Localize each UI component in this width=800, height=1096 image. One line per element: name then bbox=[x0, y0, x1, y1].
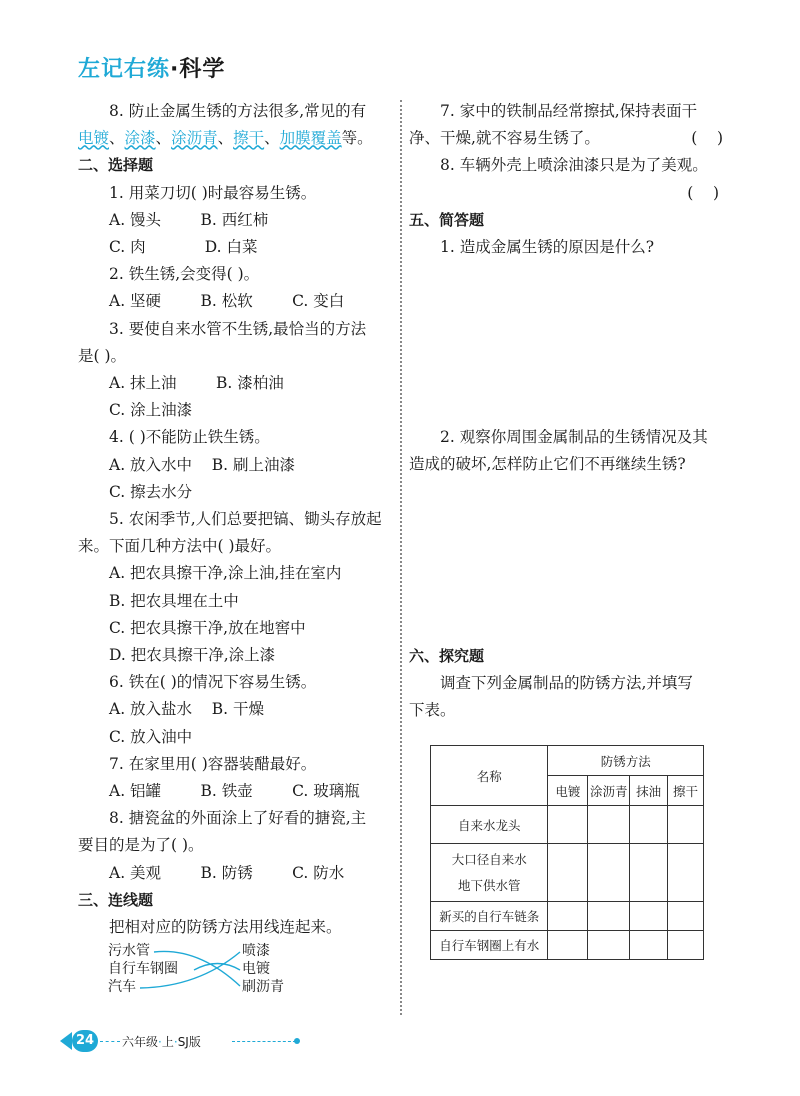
page-footer bbox=[60, 1030, 300, 1052]
choice-q3-options-c: C. 涂上油漆 bbox=[109, 401, 193, 420]
match-right-1: 喷漆 bbox=[242, 943, 270, 960]
choice-q8-stem: 8. 搪瓷盆的外面涂上了好看的搪瓷,主 bbox=[109, 809, 367, 828]
table-cell[interactable] bbox=[588, 806, 630, 844]
table-row bbox=[431, 844, 704, 902]
footer-dot-icon bbox=[294, 1038, 300, 1044]
choice-q1-options-cd: C. 肉 D. 白菜 bbox=[109, 238, 258, 257]
choice-q5-option-c: C. 把农具擦干净,放在地窖中 bbox=[109, 618, 306, 637]
inquiry-instruction-cont: 下表。 bbox=[409, 701, 456, 720]
answer-space-2[interactable] bbox=[409, 479, 723, 643]
choice-q2-stem: 2. 铁生锈,会变得( )。 bbox=[109, 265, 260, 284]
table-cell[interactable] bbox=[548, 844, 588, 902]
table-cell[interactable] bbox=[630, 902, 668, 931]
section-choice-title: 二、选择题 bbox=[78, 156, 154, 175]
choice-q4-stem: 4. ( )不能防止铁生锈。 bbox=[109, 428, 270, 447]
answer-4: 擦干 bbox=[233, 129, 265, 148]
choice-q5-stem: 5. 农闲季节,人们总要把镐、锄头存放起 bbox=[109, 510, 382, 529]
table-method-3: 抹油 bbox=[630, 776, 668, 806]
answer-1: 电镀 bbox=[78, 129, 110, 148]
choice-q1-stem: 1. 用菜刀切( )时最容易生锈。 bbox=[109, 183, 317, 202]
choice-q3-stem: 3. 要使自来水管不生锈,最恰当的方法 bbox=[109, 319, 367, 338]
inquiry-instruction: 调查下列金属制品的防锈方法,并填写 bbox=[440, 673, 693, 692]
table-cell[interactable] bbox=[668, 844, 704, 902]
footer-grade-label: 六年级·上·SJ版 bbox=[122, 1035, 201, 1049]
judge-q7-line2: 净、干燥,就不容易生锈了。 ( ) bbox=[409, 125, 723, 152]
match-line-3 bbox=[140, 952, 240, 988]
choice-q8-options: A. 美观 B. 防锈 C. 防水 bbox=[109, 863, 345, 882]
matching-diagram bbox=[108, 943, 390, 1003]
fill-question-8-answers: 电镀、涂漆、涂沥青、擦干、加膜覆盖等。 bbox=[78, 129, 373, 148]
fill-question-8: 8. 防止金属生锈的方法很多,常见的有 bbox=[109, 102, 367, 120]
table-row bbox=[431, 806, 704, 844]
short-answer-q1: 1. 造成金属生锈的原因是什么? bbox=[440, 238, 655, 257]
match-line-2 bbox=[194, 964, 240, 971]
match-lines bbox=[108, 943, 288, 1003]
choice-q4-options-c: C. 擦去水分 bbox=[109, 482, 193, 501]
choice-q5-option-a: A. 把农具擦干净,涂上油,挂在室内 bbox=[109, 564, 342, 583]
table-row-label: 自行车钢圈上有水 bbox=[431, 931, 548, 960]
column-divider bbox=[400, 100, 402, 1015]
subject-name: 科学 bbox=[179, 57, 226, 82]
choice-q3-stem-cont: 是( )。 bbox=[78, 346, 127, 365]
judge-q8-paren: ( ) bbox=[687, 183, 719, 202]
match-right-2: 电镀 bbox=[242, 961, 270, 978]
table-cell[interactable] bbox=[668, 902, 704, 931]
table-cell[interactable] bbox=[548, 806, 588, 844]
table-cell[interactable] bbox=[548, 931, 588, 960]
table-header-name: 名称 bbox=[431, 746, 548, 806]
choice-q8-stem-cont: 要目的是为了( )。 bbox=[78, 836, 204, 855]
table-method-4: 擦干 bbox=[668, 776, 704, 806]
choice-q4-options-ab: A. 放入水中 B. 刷上油漆 bbox=[109, 455, 296, 474]
answer-2: 涂漆 bbox=[124, 129, 156, 148]
page-arrow-icon bbox=[60, 1032, 72, 1050]
table-cell[interactable] bbox=[588, 902, 630, 931]
choice-q3-options-ab: A. 抹上油 B. 漆柏油 bbox=[109, 374, 284, 393]
match-right-3: 刷沥青 bbox=[242, 979, 284, 996]
table-cell[interactable] bbox=[630, 931, 668, 960]
judge-q8-stem: 8. 车辆外壳上喷涂油漆只是为了美观。 bbox=[440, 156, 708, 175]
table-row-label: 新买的自行车链条 bbox=[431, 902, 548, 931]
rust-prevention-table bbox=[430, 745, 704, 960]
choice-q1-options-ab: A. 馒头 B. 西红柿 bbox=[109, 210, 269, 229]
section-matching-title: 三、连线题 bbox=[78, 890, 154, 909]
choice-q5-option-d: D. 把农具擦干净,涂上漆 bbox=[109, 646, 276, 665]
choice-q6-options-c: C. 放入油中 bbox=[109, 727, 193, 746]
brand-name: 左记右练 bbox=[78, 57, 171, 82]
table-row-label: 大口径自来水 地下供水管 bbox=[431, 844, 548, 902]
matching-instruction: 把相对应的防锈方法用线连起来。 bbox=[109, 918, 342, 937]
short-answer-q2-cont: 造成的破坏,怎样防止它们不再继续生锈? bbox=[409, 455, 686, 474]
match-left-1: 污水管 bbox=[108, 943, 150, 960]
choice-q2-options: A. 坚硬 B. 松软 C. 变白 bbox=[109, 292, 345, 311]
table-cell[interactable] bbox=[548, 902, 588, 931]
match-left-2: 自行车钢圈 bbox=[108, 961, 178, 978]
table-method-1: 电镀 bbox=[548, 776, 588, 806]
page-number: 24 bbox=[72, 1030, 98, 1052]
footer-dash-left bbox=[100, 1041, 120, 1042]
left-column bbox=[78, 98, 390, 1003]
table-cell[interactable] bbox=[630, 844, 668, 902]
answer-3: 涂沥青 bbox=[171, 129, 218, 148]
table-row bbox=[431, 931, 704, 960]
section-short-answer-title: 五、简答题 bbox=[409, 210, 485, 229]
table-cell[interactable] bbox=[668, 931, 704, 960]
choice-q6-stem: 6. 铁在( )的情况下容易生锈。 bbox=[109, 673, 317, 692]
footer-dash-right bbox=[232, 1041, 296, 1042]
table-row-label: 自来水龙头 bbox=[431, 806, 548, 844]
table-cell[interactable] bbox=[588, 844, 630, 902]
judge-q7-paren: ( ) bbox=[691, 129, 723, 148]
brand-sep: · bbox=[170, 57, 180, 82]
table-cell[interactable] bbox=[588, 931, 630, 960]
match-left-3: 汽车 bbox=[108, 979, 136, 996]
choice-q7-options: A. 铝罐 B. 铁壶 C. 玻璃瓶 bbox=[109, 782, 360, 801]
judge-q7-stem: 7. 家中的铁制品经常擦拭,保持表面干 bbox=[440, 102, 698, 120]
right-column bbox=[409, 98, 723, 724]
choice-q6-options-ab: A. 放入盐水 B. 干燥 bbox=[109, 700, 265, 719]
brand-title bbox=[78, 52, 225, 83]
answer-space-1[interactable] bbox=[409, 261, 723, 424]
choice-q7-stem: 7. 在家里用( )容器装醋最好。 bbox=[109, 754, 317, 773]
short-answer-q2: 2. 观察你周围金属制品的生锈情况及其 bbox=[440, 428, 708, 447]
answer-5: 加膜覆盖 bbox=[279, 129, 342, 148]
choice-q5-option-b: B. 把农具埋在土中 bbox=[109, 591, 239, 610]
choice-q5-stem-cont: 来。下面几种方法中( )最好。 bbox=[78, 537, 282, 556]
table-row bbox=[431, 902, 704, 931]
table-header-methods: 防锈方法 bbox=[548, 746, 704, 776]
section-inquiry-title: 六、探究题 bbox=[409, 646, 485, 665]
table-cell[interactable] bbox=[630, 806, 668, 844]
table-method-2: 涂沥青 bbox=[588, 776, 630, 806]
table-cell[interactable] bbox=[668, 806, 704, 844]
